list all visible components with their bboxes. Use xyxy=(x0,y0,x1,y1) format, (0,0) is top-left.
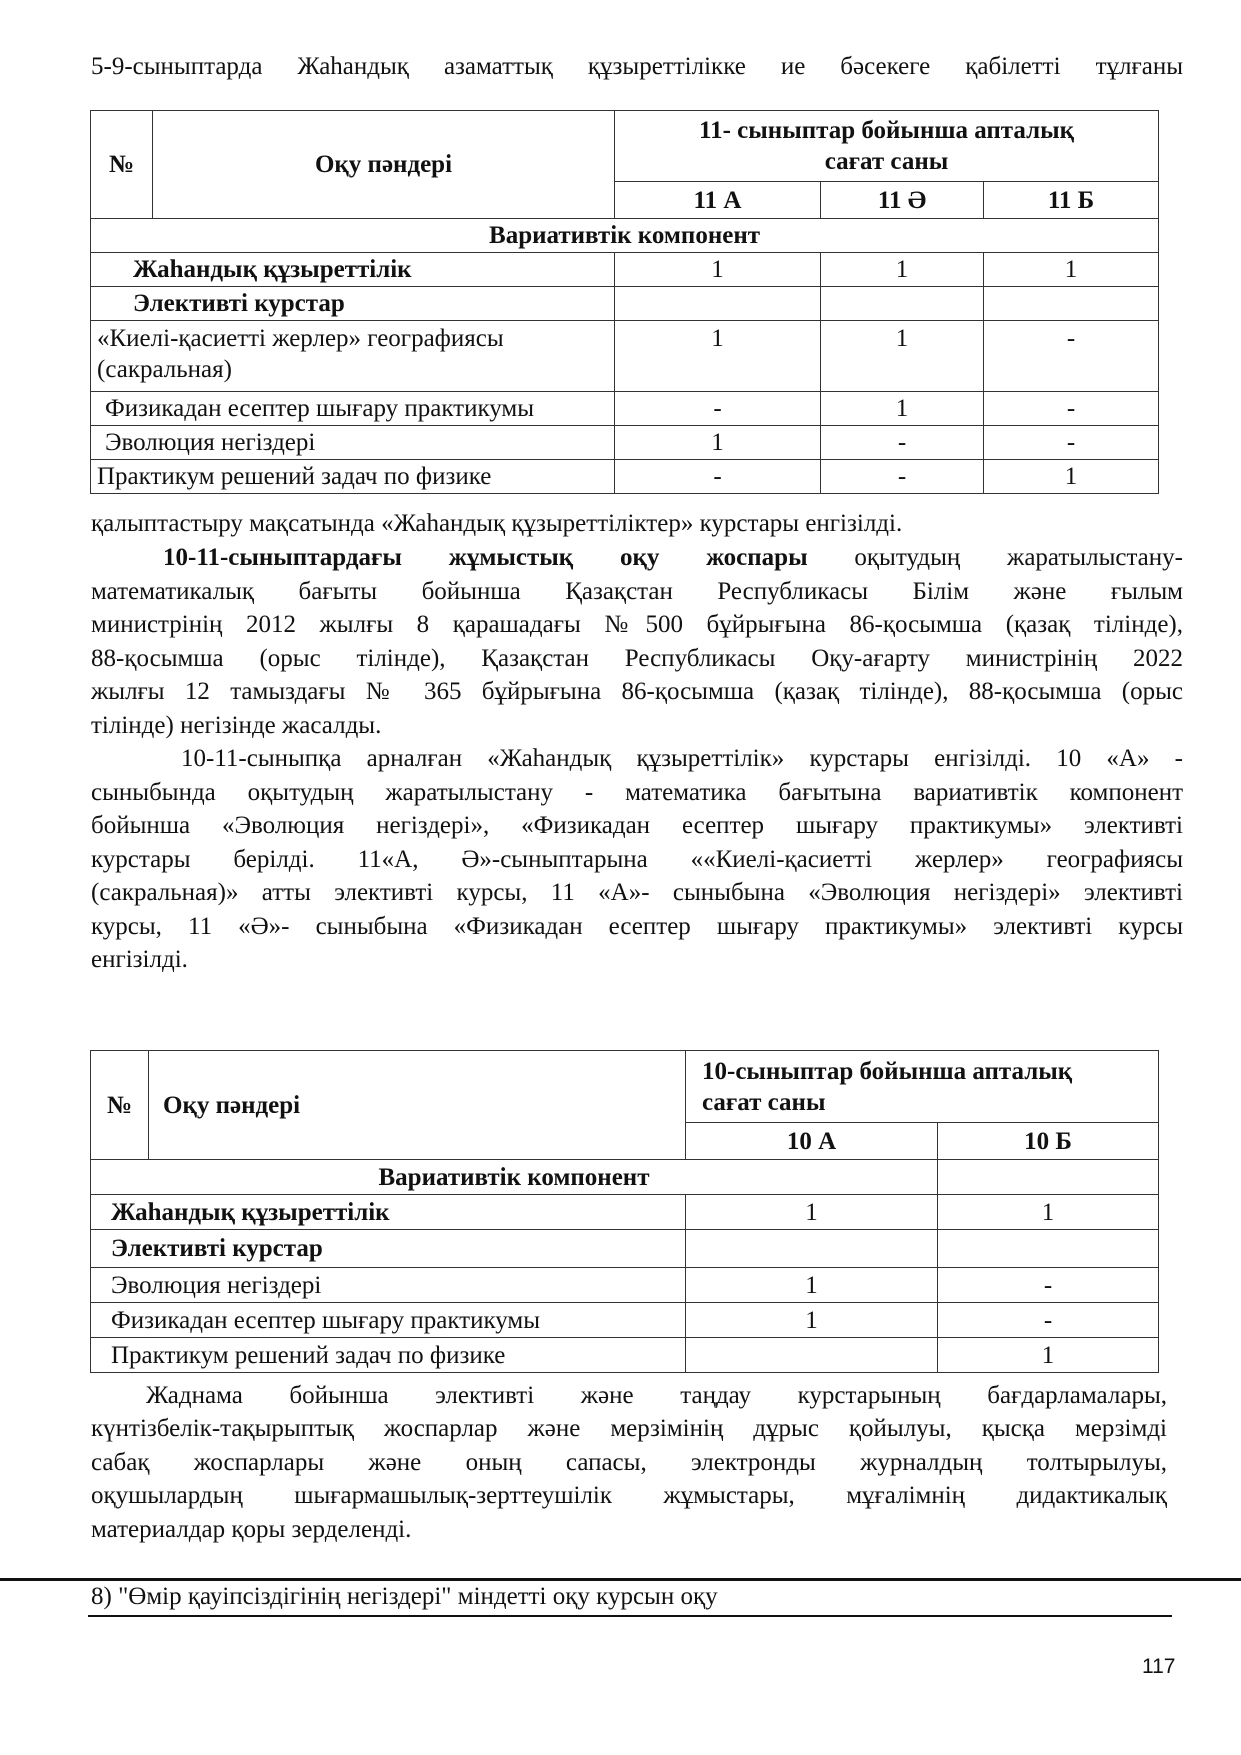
t2-row-name: Жаһандық құзыреттілік xyxy=(91,1195,686,1230)
table-row xyxy=(91,1195,1159,1230)
t1-section-variative: Вариативтік компонент xyxy=(91,219,1159,253)
t2-header-subjects: Оқу пәндері xyxy=(149,1051,686,1160)
t1-header-11a: 11 А xyxy=(615,182,821,219)
footer-heading: 8) "Өмір қауіпсіздігінің негіздері" міндетті оқу курсын оқу xyxy=(91,1583,718,1610)
t1-row-value: - xyxy=(984,426,1159,460)
t1-row-value: 1 xyxy=(821,392,984,426)
t1-row-name: Элективті курстар xyxy=(91,287,615,321)
para2-line: сыныбында оқытудың жаратылыстану - математика бағытына вариативтік компонент xyxy=(91,779,1183,806)
table-row xyxy=(91,1303,1159,1338)
t1-header-subjects: Оқу пәндері xyxy=(153,111,615,219)
para3-line: сабақ жоспарлары және оның сапасы, электронды журналдың толтырылуы, xyxy=(91,1449,1167,1476)
table-row xyxy=(91,460,1159,494)
t1-row-value: 1 xyxy=(615,321,821,392)
t1-row-name: Физикадан есептер шығару практикумы xyxy=(91,392,615,426)
table-row xyxy=(91,1268,1159,1303)
t2-row-value xyxy=(686,1230,938,1268)
t2-row-value: 1 xyxy=(938,1338,1159,1373)
t2-header-hours xyxy=(686,1051,1159,1123)
para2-line: бойынша «Эволюция негіздері», «Физикадан есептер шығару практикумы» элективті xyxy=(91,812,1183,839)
para2-line: курстары берілді. 11«А, Ә»-сыныптарына ««Киелі-қасиетті жерлер» географиясы xyxy=(91,846,1183,873)
t2-section-variative: Вариативтік компонент xyxy=(91,1160,938,1195)
para1-line xyxy=(163,541,1183,574)
para3-line: материалдар қоры зерделенді. xyxy=(91,1516,412,1543)
t2-header-hours-line1: 10-сыныптар бойынша апталық xyxy=(702,1057,1073,1085)
t2-row-value: 1 xyxy=(938,1195,1159,1230)
table-row xyxy=(91,1230,1159,1268)
t1-row-value: 1 xyxy=(821,253,984,287)
t2-row-name: Эволюция негіздері xyxy=(91,1268,686,1303)
grade-10-hours-table xyxy=(90,1050,1159,1373)
t1-header-11ae: 11 Ә xyxy=(821,182,984,219)
t2-row-value: - xyxy=(938,1268,1159,1303)
t2-section-empty xyxy=(938,1160,1159,1195)
para1-bold-phrase: 10-11-сыныптардағы жұмыстық оқу жоспары xyxy=(163,544,808,571)
t1-row-name-line1: «Киелі-қасиетті жерлер» географиясы xyxy=(97,325,504,352)
top-text-line: 5-9-сыныптарда Жаһандық азаматтық құзыреттілікке ие бәсекеге қабілетті тұлғаны xyxy=(91,53,1183,80)
t2-row-value xyxy=(686,1338,938,1373)
table-row xyxy=(91,287,1159,321)
t2-header-10a: 10 А xyxy=(686,1123,938,1160)
para2-line: енгізілді. xyxy=(91,946,188,973)
t1-row-value: 1 xyxy=(821,321,984,392)
t1-header-hours-line1: 11- сыныптар бойынша апталық xyxy=(698,117,1075,144)
table-row xyxy=(91,392,1159,426)
t1-header-number: № xyxy=(91,111,153,219)
page-number: 117 xyxy=(1142,1655,1176,1678)
t1-row-value: 1 xyxy=(984,460,1159,494)
t1-row-name-line2: (сакральная) xyxy=(97,356,232,383)
para2-line: (сакральная)» атты элективті курсы, 11 «А»- сыныбына «Эволюция негіздері» элективті xyxy=(91,879,1183,906)
t2-row-value: 1 xyxy=(686,1303,938,1338)
t2-header-10b: 10 Б xyxy=(938,1123,1159,1160)
t2-row-value xyxy=(938,1230,1159,1268)
para2-line: курсы, 11 «Ә»- сыныбына «Физикадан есептер шығару практикумы» элективті курсы xyxy=(91,913,1183,940)
t1-header-11b: 11 Б xyxy=(984,182,1159,219)
t1-row-value: - xyxy=(821,426,984,460)
para1-line: 88-қосымша (орыс тілінде), Қазақстан Республикасы Оқу-ағарту министрінің 2022 xyxy=(91,645,1183,672)
para1-line: жылғы 12 тамыздағы № 365 бұйрығына 86-қосымша (қазақ тілінде), 88-қосымша (орыс xyxy=(91,678,1183,705)
t1-row-value: - xyxy=(615,392,821,426)
t2-row-name: Практикум решений задач по физике xyxy=(91,1338,686,1373)
t1-row-value: - xyxy=(615,460,821,494)
para1-line: министрінің 2012 жылғы 8 қарашадағы №500 бұйрығына 86-қосымша (қазақ тілінде), xyxy=(91,611,1183,638)
t1-row-value: - xyxy=(984,392,1159,426)
para1-line: тілінде) негізінде жасалды. xyxy=(91,712,382,739)
table-row xyxy=(91,426,1159,460)
t1-row-value: - xyxy=(984,321,1159,392)
t1-row-name: Жаһандық құзыреттілік xyxy=(91,253,615,287)
table-row xyxy=(91,1338,1159,1373)
para3-line: оқушылардың шығармашылық-зерттеушілік жұмыстары, мұғалімнің дидактикалық xyxy=(91,1482,1167,1509)
t2-row-value: 1 xyxy=(686,1268,938,1303)
t1-row-name: Эволюция негіздері xyxy=(91,426,615,460)
para1-line: қалыптастыру мақсатында «Жаһандық құзыреттіліктер» курстары енгізілді. xyxy=(91,510,903,537)
t1-row-value xyxy=(821,287,984,321)
t1-row-name: Практикум решений задач по физике xyxy=(91,460,615,494)
t1-row-value: 1 xyxy=(984,253,1159,287)
t1-header-hours xyxy=(615,111,1159,182)
t1-row-value: 1 xyxy=(615,253,821,287)
grade-11-hours-table xyxy=(90,110,1159,494)
para2-line: 10-11-сыныпқа арналған «Жаһандық құзыреттілік» курстары енгізілді. 10 «А» - xyxy=(181,745,1183,772)
t2-row-name: Физикадан есептер шығару практикумы xyxy=(91,1303,686,1338)
t2-row-value: 1 xyxy=(686,1195,938,1230)
t2-row-name: Элективті курстар xyxy=(91,1230,686,1268)
t1-row-value: - xyxy=(821,460,984,494)
t1-row-value xyxy=(615,287,821,321)
para3-line: күнтізбелік-тақырыптық жоспарлар және мерзімінің дұрыс қойылуы, қысқа мерзімді xyxy=(91,1415,1167,1442)
table-row xyxy=(91,321,1159,392)
t1-row-name xyxy=(91,321,615,392)
table-row xyxy=(91,253,1159,287)
footer-divider-bottom xyxy=(88,1615,1172,1617)
t1-row-value xyxy=(984,287,1159,321)
t1-row-value: 1 xyxy=(615,426,821,460)
para1-rest: оқытудың жаратылыстану- xyxy=(807,544,1183,571)
para3-line: Жаднама бойынша элективті және таңдау курстарының бағдарламалары, xyxy=(146,1382,1167,1409)
t1-header-hours-line2: сағат саны xyxy=(824,148,949,175)
t2-header-number: № xyxy=(91,1051,149,1160)
para1-line: математикалық бағыты бойынша Қазақстан Республикасы Білім және ғылым xyxy=(91,578,1183,605)
t2-header-hours-line2: сағат саны xyxy=(702,1088,826,1116)
t2-row-value: - xyxy=(938,1303,1159,1338)
